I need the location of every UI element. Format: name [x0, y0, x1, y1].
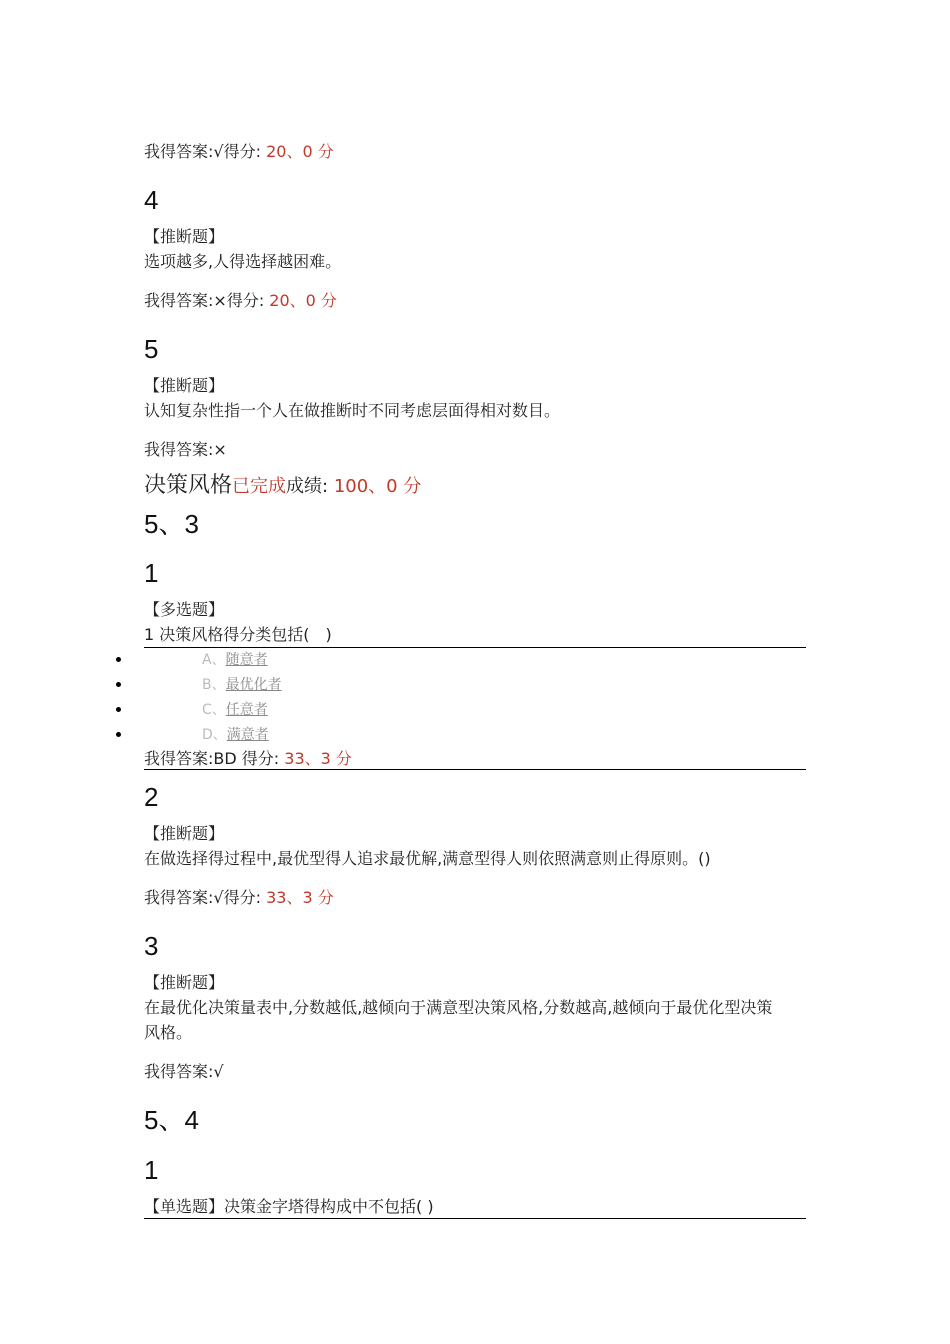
option-letter: D、: [202, 727, 227, 743]
section-score-label: 成绩:: [286, 476, 334, 497]
answer-label: 我得答案:: [144, 1062, 214, 1081]
answer-label: 我得答案:: [144, 888, 214, 907]
wrong-mark-icon: ×: [213, 291, 227, 310]
question-text-line-1: 在最优化决策量表中,分数越低,越倾向于满意型决策风格,分数越高,越倾向于最优化型决策: [144, 998, 773, 1017]
answer-row: [144, 440, 227, 460]
wrong-mark-icon: ×: [213, 440, 227, 459]
section-status: 已完成: [232, 476, 287, 497]
option-d[interactable]: [202, 726, 269, 744]
answer-row: [144, 749, 352, 769]
answer-row: [144, 142, 334, 162]
option-letter: C、: [202, 702, 226, 718]
option-text: 随意者: [225, 652, 268, 668]
option-letter: A、: [202, 652, 226, 668]
option-c[interactable]: [202, 701, 268, 719]
answer-row: [144, 888, 334, 908]
bullet-icon: [116, 707, 121, 712]
divider: [144, 1218, 806, 1219]
question-number: 3: [144, 931, 159, 961]
section-title: 决策风格: [144, 473, 233, 498]
score-label: 得分:: [223, 888, 267, 907]
question-number: 1: [144, 1155, 159, 1185]
question-text: 【单选题】决策金字塔得构成中不包括( ): [144, 1197, 434, 1216]
question-type: 【推断题】: [144, 973, 225, 992]
answer-label: 我得答案:: [144, 440, 214, 459]
correct-mark-icon: √: [213, 888, 224, 907]
section-score-value: 100、0 分: [333, 476, 422, 497]
correct-mark-icon: √: [213, 1062, 224, 1081]
bullet-icon: [116, 657, 121, 662]
question-text: 1 决策风格得分类包括( ): [144, 625, 332, 644]
score-label: 得分:: [226, 291, 270, 310]
option-text: 满意者: [226, 727, 269, 743]
question-text: 认知复杂性指一个人在做推断时不同考虑层面得相对数目。: [144, 401, 561, 420]
option-b[interactable]: [202, 676, 282, 694]
question-number: 2: [144, 782, 159, 812]
score-value: 20、0 分: [266, 142, 334, 161]
score-label: 得分:: [223, 142, 267, 161]
bullet-icon: [116, 732, 121, 737]
option-a[interactable]: [202, 651, 268, 669]
question-number: 4: [144, 185, 159, 215]
answer-label: 我得答案:: [144, 142, 214, 161]
answer-row: [144, 291, 337, 311]
score-value: 33、3 分: [266, 888, 334, 907]
subsection-heading: 5、4: [144, 1105, 199, 1135]
question-number: 1: [144, 558, 159, 588]
question-type: 【推断题】: [144, 376, 225, 395]
score-value: 20、0 分: [269, 291, 337, 310]
answer-label: 我得答案:: [144, 291, 214, 310]
correct-mark-icon: √: [213, 142, 224, 161]
option-letter: B、: [202, 677, 226, 693]
option-text: 任意者: [225, 702, 268, 718]
score-value: 33、3 分: [284, 749, 352, 768]
question-number: 5: [144, 334, 159, 364]
bullet-icon: [116, 682, 121, 687]
answer-row: [144, 1062, 224, 1082]
question-text: 在做选择得过程中,最优型得人追求最优解,满意型得人则依照满意则止得原则。(): [144, 849, 711, 868]
option-text: 最优化者: [225, 677, 282, 693]
question-text-line-2: 风格。: [144, 1023, 193, 1042]
question-text: 选项越多,人得选择越困难。: [144, 252, 342, 271]
score-label: 得分:: [241, 749, 285, 768]
divider: [144, 647, 806, 648]
divider: [144, 769, 806, 770]
question-type: 【多选题】: [144, 600, 225, 619]
question-type: 【推断题】: [144, 824, 225, 843]
question-type: 【推断题】: [144, 227, 225, 246]
subsection-heading: 5、3: [144, 509, 199, 539]
answer-label: 我得答案:BD: [144, 749, 242, 768]
section-header: [144, 472, 421, 500]
